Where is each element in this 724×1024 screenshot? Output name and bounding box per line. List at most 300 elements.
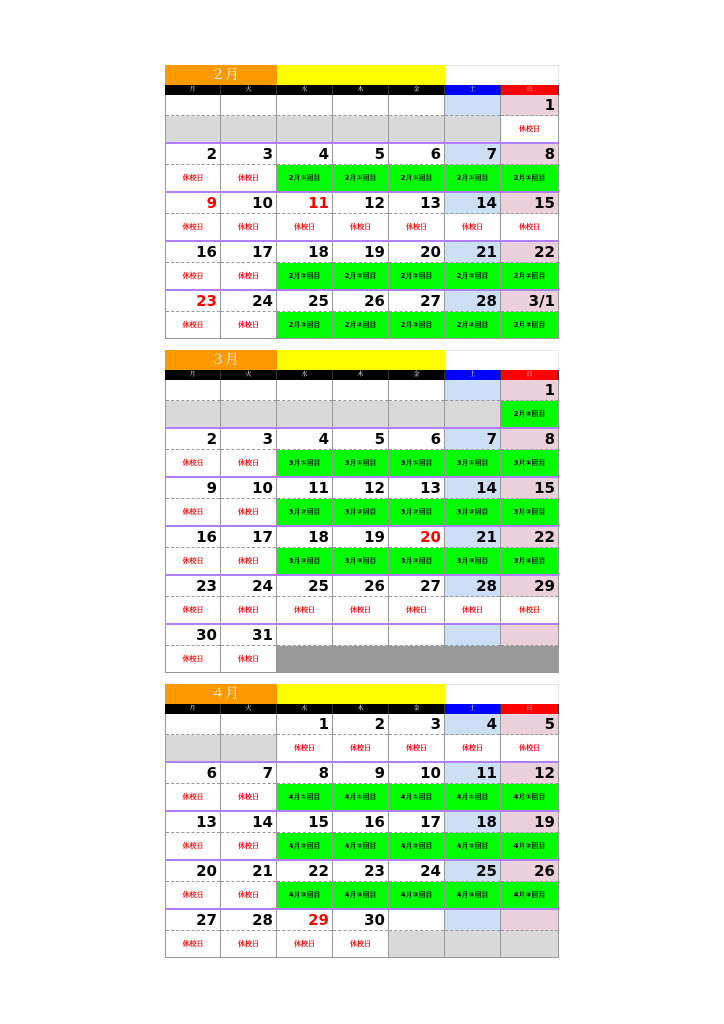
day-cell[interactable]	[333, 576, 389, 623]
closed-day-label: 休校日	[445, 735, 500, 761]
session-label: 3月①回目	[389, 450, 444, 476]
day-number: 22	[501, 242, 558, 263]
day-cell[interactable]	[501, 576, 559, 623]
day-cell[interactable]	[389, 193, 445, 240]
day-number: 15	[501, 478, 558, 499]
week-row	[165, 95, 559, 142]
day-cell[interactable]	[165, 576, 221, 623]
closed-day-label: 休校日	[221, 312, 276, 338]
day-cell[interactable]	[277, 910, 333, 957]
day-number: 6	[389, 144, 444, 165]
closed-day-label: 休校日	[221, 833, 276, 859]
day-number	[445, 95, 500, 116]
weekday-label: 火	[221, 370, 277, 380]
day-number: 16	[333, 812, 388, 833]
day-cell[interactable]	[501, 95, 559, 142]
weekday-label: 金	[389, 370, 445, 380]
weekday-label: 土	[445, 85, 501, 95]
day-cell[interactable]	[165, 242, 221, 289]
month-title: ２月	[165, 65, 277, 85]
day-cell[interactable]	[389, 714, 445, 761]
day-cell[interactable]	[501, 144, 559, 191]
day-number: 10	[221, 478, 276, 499]
day-cell[interactable]	[165, 861, 221, 908]
day-number: 4	[277, 429, 332, 450]
day-cell[interactable]	[221, 576, 277, 623]
day-cell[interactable]	[277, 527, 333, 574]
empty-slot	[501, 646, 558, 672]
session-label: 2月②回目	[389, 263, 444, 289]
day-number: 5	[501, 714, 558, 735]
day-cell[interactable]	[389, 576, 445, 623]
session-label: 4月②回目	[445, 833, 500, 859]
day-cell[interactable]	[165, 95, 221, 142]
empty-slot	[166, 116, 220, 142]
month-title: ４月	[165, 684, 277, 704]
empty-slot	[221, 116, 276, 142]
title-spacer	[445, 684, 559, 704]
closed-day-label: 休校日	[501, 214, 558, 240]
day-cell[interactable]	[445, 714, 501, 761]
day-cell[interactable]	[165, 144, 221, 191]
day-number	[389, 95, 444, 116]
day-cell[interactable]	[389, 861, 445, 908]
day-number: 9	[166, 478, 220, 499]
day-number: 5	[333, 429, 388, 450]
day-cell[interactable]	[165, 193, 221, 240]
day-number	[333, 95, 388, 116]
empty-slot	[277, 116, 332, 142]
day-cell[interactable]	[501, 478, 559, 525]
closed-day-label: 休校日	[166, 597, 220, 623]
day-number: 21	[445, 242, 500, 263]
closed-day-label: 休校日	[166, 214, 220, 240]
closed-day-label: 休校日	[221, 931, 276, 957]
day-cell[interactable]	[277, 144, 333, 191]
day-number: 15	[277, 812, 332, 833]
day-cell[interactable]	[445, 861, 501, 908]
day-number: 21	[445, 527, 500, 548]
week-row	[165, 859, 559, 908]
day-number	[277, 625, 332, 646]
day-cell[interactable]	[221, 861, 277, 908]
day-cell[interactable]	[333, 144, 389, 191]
day-cell[interactable]	[389, 242, 445, 289]
day-cell[interactable]	[445, 527, 501, 574]
day-number	[445, 625, 500, 646]
day-number: 19	[333, 242, 388, 263]
day-number	[277, 380, 332, 401]
day-cell[interactable]	[221, 714, 277, 761]
day-cell[interactable]	[165, 478, 221, 525]
day-number: 20	[166, 861, 220, 882]
day-cell[interactable]	[165, 763, 221, 810]
closed-day-label: 休校日	[221, 263, 276, 289]
closed-day-label: 休校日	[333, 931, 388, 957]
day-number: 6	[389, 429, 444, 450]
day-number: 7	[445, 144, 500, 165]
day-cell[interactable]	[333, 193, 389, 240]
day-number: 21	[221, 861, 276, 882]
day-cell[interactable]	[501, 291, 559, 338]
day-cell[interactable]	[277, 193, 333, 240]
empty-slot	[277, 646, 332, 672]
closed-day-label: 休校日	[221, 165, 276, 191]
day-cell[interactable]	[445, 95, 501, 142]
day-number: 12	[501, 763, 558, 784]
day-cell[interactable]	[501, 861, 559, 908]
day-number	[166, 380, 220, 401]
session-label: 4月③回目	[277, 882, 332, 908]
weekday-header	[165, 704, 559, 714]
title-spacer	[445, 350, 559, 370]
day-number: 17	[221, 527, 276, 548]
day-number: 1	[501, 380, 558, 401]
day-number: 3	[221, 429, 276, 450]
day-cell[interactable]	[221, 95, 277, 142]
day-cell[interactable]	[389, 625, 445, 672]
session-label: 3月②回目	[389, 499, 444, 525]
month-title-row	[165, 350, 559, 370]
session-label: 2月②回目	[445, 263, 500, 289]
day-cell[interactable]	[389, 429, 445, 476]
session-label: 3月③回目	[389, 548, 444, 574]
day-number: 4	[445, 714, 500, 735]
day-cell[interactable]	[221, 291, 277, 338]
session-label: 2月③回目	[501, 401, 558, 427]
weekday-label: 日	[501, 370, 559, 380]
day-cell[interactable]	[221, 910, 277, 957]
week-row	[165, 240, 559, 289]
session-label: 3月①回目	[277, 450, 332, 476]
empty-slot	[389, 931, 444, 957]
day-number: 6	[166, 763, 220, 784]
session-label: 4月②回目	[277, 833, 332, 859]
empty-slot	[389, 116, 444, 142]
day-number: 12	[333, 478, 388, 499]
day-cell[interactable]	[277, 478, 333, 525]
day-cell[interactable]	[221, 429, 277, 476]
day-cell[interactable]	[277, 291, 333, 338]
day-number: 8	[277, 763, 332, 784]
day-number: 12	[333, 193, 388, 214]
day-cell[interactable]	[165, 714, 221, 761]
day-cell[interactable]	[389, 910, 445, 957]
weekday-label: 水	[277, 704, 333, 714]
day-cell[interactable]	[445, 763, 501, 810]
day-number: 5	[333, 144, 388, 165]
day-cell[interactable]	[389, 380, 445, 427]
day-cell[interactable]	[333, 812, 389, 859]
day-cell[interactable]	[277, 429, 333, 476]
weekday-label: 金	[389, 704, 445, 714]
closed-day-label: 休校日	[389, 597, 444, 623]
day-cell[interactable]	[445, 291, 501, 338]
week-row	[165, 476, 559, 525]
day-number: 25	[445, 861, 500, 882]
day-number: 31	[221, 625, 276, 646]
day-number: 14	[221, 812, 276, 833]
day-cell[interactable]	[389, 527, 445, 574]
week-row	[165, 810, 559, 859]
day-cell[interactable]	[389, 95, 445, 142]
day-number	[389, 380, 444, 401]
day-cell[interactable]	[221, 144, 277, 191]
closed-day-label: 休校日	[166, 833, 220, 859]
day-cell[interactable]	[501, 625, 559, 672]
day-cell[interactable]	[445, 576, 501, 623]
day-number: 8	[501, 144, 558, 165]
day-cell[interactable]	[501, 527, 559, 574]
empty-slot	[445, 931, 500, 957]
weekday-label: 土	[445, 370, 501, 380]
empty-slot	[221, 735, 276, 761]
day-number: 18	[277, 242, 332, 263]
day-cell[interactable]	[389, 144, 445, 191]
session-label: 3月②回目	[445, 499, 500, 525]
weekday-header	[165, 85, 559, 95]
day-number: 24	[221, 291, 276, 312]
closed-day-label: 休校日	[277, 735, 332, 761]
weekday-label: 月	[165, 704, 221, 714]
session-label: 2月③回目	[445, 312, 500, 338]
day-cell[interactable]	[501, 812, 559, 859]
day-cell[interactable]	[389, 763, 445, 810]
week-row	[165, 525, 559, 574]
day-cell[interactable]	[333, 380, 389, 427]
closed-day-label: 休校日	[166, 646, 220, 672]
day-cell[interactable]	[445, 242, 501, 289]
session-label: 4月②回目	[333, 833, 388, 859]
day-number: 7	[445, 429, 500, 450]
closed-day-label: 休校日	[166, 263, 220, 289]
day-number	[221, 714, 276, 735]
day-cell[interactable]	[445, 193, 501, 240]
session-label: 4月①回目	[333, 784, 388, 810]
closed-day-label: 休校日	[166, 548, 220, 574]
closed-day-label: 休校日	[389, 214, 444, 240]
weekday-header	[165, 370, 559, 380]
session-label: 4月①回目	[389, 784, 444, 810]
day-cell[interactable]	[445, 625, 501, 672]
day-number	[221, 95, 276, 116]
session-label: 3月③回目	[277, 548, 332, 574]
day-cell[interactable]	[501, 714, 559, 761]
day-cell[interactable]	[277, 763, 333, 810]
day-cell[interactable]	[165, 812, 221, 859]
day-cell[interactable]	[501, 193, 559, 240]
day-cell[interactable]	[221, 242, 277, 289]
day-cell[interactable]	[277, 812, 333, 859]
session-label: 2月①回目	[277, 165, 332, 191]
day-cell[interactable]	[501, 380, 559, 427]
day-cell[interactable]	[333, 527, 389, 574]
day-cell[interactable]	[389, 478, 445, 525]
day-cell[interactable]	[277, 380, 333, 427]
day-number: 30	[333, 910, 388, 931]
day-cell[interactable]	[165, 291, 221, 338]
session-label: 4月③回目	[389, 882, 444, 908]
day-cell[interactable]	[221, 478, 277, 525]
day-number: 11	[445, 763, 500, 784]
day-cell[interactable]	[333, 95, 389, 142]
day-cell[interactable]	[221, 812, 277, 859]
day-cell[interactable]	[165, 910, 221, 957]
day-cell[interactable]	[165, 527, 221, 574]
day-cell[interactable]	[445, 380, 501, 427]
day-cell[interactable]	[389, 291, 445, 338]
day-cell[interactable]	[389, 812, 445, 859]
day-cell[interactable]	[221, 527, 277, 574]
closed-day-label: 休校日	[333, 735, 388, 761]
closed-day-label: 休校日	[389, 735, 444, 761]
day-number: 25	[277, 576, 332, 597]
day-cell[interactable]	[333, 291, 389, 338]
day-number: 24	[221, 576, 276, 597]
day-cell[interactable]	[333, 714, 389, 761]
month-calendar	[165, 350, 559, 673]
closed-day-label: 休校日	[445, 214, 500, 240]
month-calendar	[165, 684, 559, 958]
day-number: 26	[333, 576, 388, 597]
day-number: 16	[166, 527, 220, 548]
session-label: 4月③回目	[445, 882, 500, 908]
session-label: 4月②回目	[501, 833, 558, 859]
title-band	[277, 684, 445, 704]
day-number: 27	[389, 576, 444, 597]
month-title-row	[165, 65, 559, 85]
empty-slot	[445, 401, 500, 427]
closed-day-label: 休校日	[166, 450, 220, 476]
day-number: 29	[501, 576, 558, 597]
week-row	[165, 191, 559, 240]
closed-day-label: 休校日	[166, 784, 220, 810]
day-cell[interactable]	[445, 478, 501, 525]
session-label: 3月③回目	[445, 548, 500, 574]
day-number: 2	[166, 144, 220, 165]
day-cell[interactable]	[277, 242, 333, 289]
session-label: 4月①回目	[277, 784, 332, 810]
empty-slot	[277, 401, 332, 427]
day-cell[interactable]	[333, 625, 389, 672]
day-cell[interactable]	[501, 763, 559, 810]
day-number: 3/1	[501, 291, 558, 312]
day-cell[interactable]	[501, 910, 559, 957]
week-row	[165, 714, 559, 761]
day-cell[interactable]	[221, 193, 277, 240]
closed-day-label: 休校日	[221, 646, 276, 672]
day-cell[interactable]	[165, 625, 221, 672]
day-number: 29	[277, 910, 332, 931]
day-number: 26	[333, 291, 388, 312]
weekday-label: 金	[389, 85, 445, 95]
closed-day-label: 休校日	[501, 735, 558, 761]
day-number: 17	[389, 812, 444, 833]
week-row	[165, 427, 559, 476]
day-cell[interactable]	[333, 242, 389, 289]
day-number: 9	[166, 193, 220, 214]
day-number: 13	[389, 478, 444, 499]
day-cell[interactable]	[445, 812, 501, 859]
closed-day-label: 休校日	[166, 931, 220, 957]
session-label: 3月①回目	[501, 450, 558, 476]
empty-slot	[333, 401, 388, 427]
day-number: 23	[166, 576, 220, 597]
day-cell[interactable]	[277, 625, 333, 672]
day-cell[interactable]	[501, 242, 559, 289]
day-number	[445, 380, 500, 401]
day-number: 11	[277, 478, 332, 499]
day-cell[interactable]	[165, 429, 221, 476]
month-title-row	[165, 684, 559, 704]
day-cell[interactable]	[445, 144, 501, 191]
day-number: 20	[389, 242, 444, 263]
session-label: 2月③回目	[277, 312, 332, 338]
day-cell[interactable]	[333, 763, 389, 810]
day-number: 24	[389, 861, 444, 882]
day-cell[interactable]	[221, 380, 277, 427]
session-label: 3月①回目	[445, 450, 500, 476]
day-number: 28	[221, 910, 276, 931]
month-title: ３月	[165, 350, 277, 370]
closed-day-label: 休校日	[221, 882, 276, 908]
empty-slot	[445, 116, 500, 142]
day-number: 2	[166, 429, 220, 450]
empty-slot	[501, 931, 558, 957]
day-number: 17	[221, 242, 276, 263]
day-cell[interactable]	[445, 429, 501, 476]
day-cell[interactable]	[333, 429, 389, 476]
week-row	[165, 761, 559, 810]
session-label: 3月②回目	[333, 499, 388, 525]
session-label: 2月③回目	[389, 312, 444, 338]
day-number: 4	[277, 144, 332, 165]
day-cell[interactable]	[165, 380, 221, 427]
empty-slot	[166, 401, 220, 427]
day-cell[interactable]	[221, 625, 277, 672]
day-cell[interactable]	[501, 429, 559, 476]
week-row	[165, 623, 559, 673]
closed-day-label: 休校日	[501, 116, 558, 142]
day-cell[interactable]	[277, 861, 333, 908]
day-number	[389, 910, 444, 931]
day-cell[interactable]	[333, 861, 389, 908]
title-band	[277, 350, 445, 370]
day-number: 13	[389, 193, 444, 214]
day-cell[interactable]	[277, 95, 333, 142]
weekday-label: 火	[221, 704, 277, 714]
day-cell[interactable]	[333, 910, 389, 957]
day-number	[166, 714, 220, 735]
empty-slot	[166, 735, 220, 761]
day-cell[interactable]	[277, 714, 333, 761]
closed-day-label: 休校日	[221, 548, 276, 574]
day-cell[interactable]	[221, 763, 277, 810]
day-number: 20	[389, 527, 444, 548]
closed-day-label: 休校日	[221, 597, 276, 623]
day-number	[445, 910, 500, 931]
day-number: 1	[501, 95, 558, 116]
day-cell[interactable]	[277, 576, 333, 623]
session-label: 2月①回目	[501, 165, 558, 191]
empty-slot	[221, 401, 276, 427]
day-cell[interactable]	[445, 910, 501, 957]
day-number: 8	[501, 429, 558, 450]
day-number: 2	[333, 714, 388, 735]
day-cell[interactable]	[333, 478, 389, 525]
day-number: 19	[501, 812, 558, 833]
day-number: 19	[333, 527, 388, 548]
